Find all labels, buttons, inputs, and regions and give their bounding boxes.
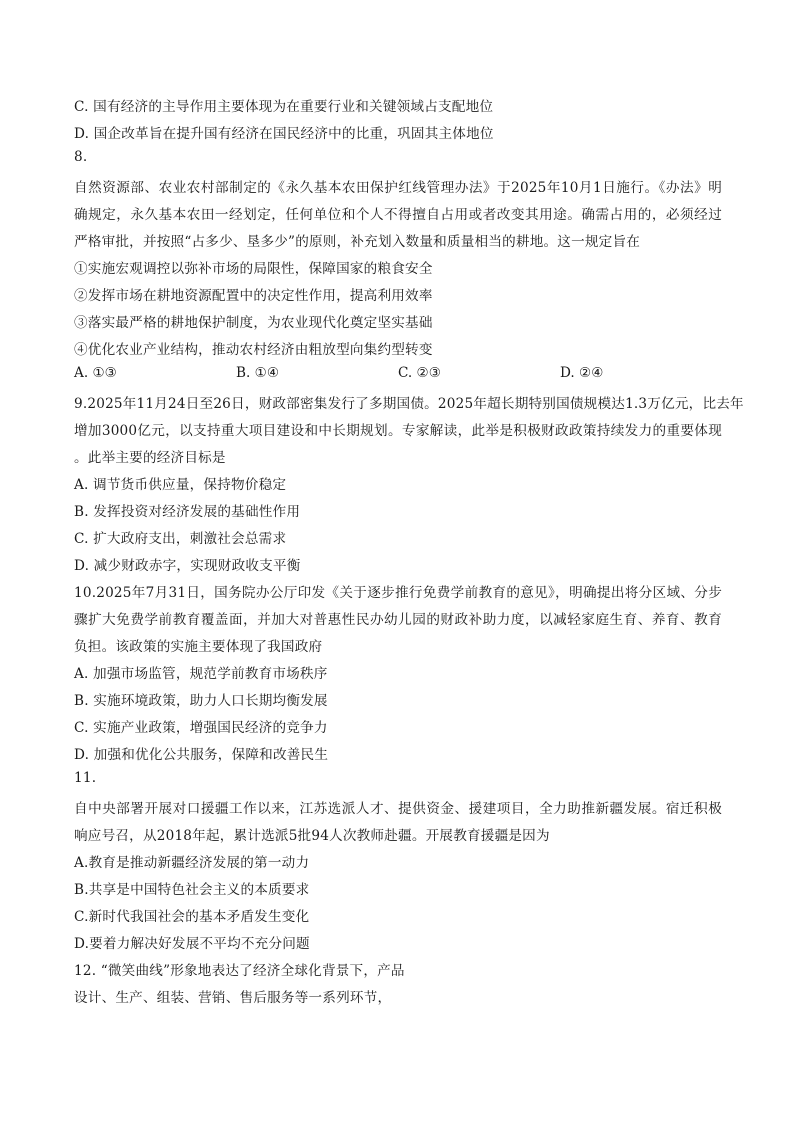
q8-option-d: D. ②④	[560, 365, 604, 381]
q9-stem-line-2: 增加3000亿元，以支持重大项目建设和中长期规划。专家解读，此举是积极财政政策持续发力的重要体现	[74, 423, 722, 439]
q9-stem-line-3: 。此举主要的经济目标是	[74, 450, 226, 466]
q7-option-c: C. 国有经济的主导作用主要体现为在重要行业和关键领域占支配地位	[74, 99, 494, 115]
q8-option-a: A. ①③	[74, 365, 117, 381]
q10-option-b: B. 实施环境政策，助力人口长期均衡发展	[74, 693, 328, 709]
q10-stem-line-2: 骤扩大免费学前教育覆盖面，并加大对普惠性民办幼儿园的财政补助力度，以减轻家庭生育、养育、教育	[74, 612, 722, 628]
q11-stem-line-1: 自中央部署开展对口援疆工作以来，江苏选派人才、提供资金、援建项目，全力助推新疆发展。宿迁积极	[74, 801, 722, 817]
q8-stem-line-1: 自然资源部、农业农村部制定的《永久基本农田保护红线管理办法》于2025年10月1日施行。《办法》明	[74, 180, 722, 196]
q7-option-d: D. 国企改革旨在提升国有经济在国民经济中的比重，巩固其主体地位	[74, 126, 494, 142]
q8-statement-1: ①实施宏观调控以弥补市场的局限性，保障国家的粮食安全	[74, 261, 433, 277]
q11-option-c: C.新时代我国社会的基本矛盾发生变化	[74, 909, 310, 925]
q12-stem-line-1: 12. “微笑曲线”形象地表达了经济全球化背景下，产品	[74, 963, 405, 979]
q11-number: 11.	[74, 770, 97, 786]
q8-statement-2: ②发挥市场在耕地资源配置中的决定性作用，提高利用效率	[74, 288, 433, 304]
q9-option-a: A. 调节货币供应量，保持物价稳定	[74, 477, 287, 493]
q11-option-a: A.教育是推动新疆经济发展的第一动力	[74, 855, 310, 871]
q9-option-d: D. 减少财政赤字，实现财政收支平衡	[74, 558, 301, 574]
q10-option-c: C. 实施产业政策，增强国民经济的竞争力	[74, 720, 328, 736]
q12-stem-line-2: 设计、生产、组装、营销、售后服务等一系列环节，	[74, 990, 392, 1006]
q10-option-d: D. 加强和优化公共服务，保障和改善民生	[74, 747, 329, 763]
q9-option-c: C. 扩大政府支出，刺激社会总需求	[74, 531, 287, 547]
q9-stem-line-1: 9.2025年11月24日至26日，财政部密集发行了多期国债。2025年超长期特别国债规模达1.3万亿元，比去年	[74, 396, 744, 412]
q11-option-b: B.共享是中国特色社会主义的本质要求	[74, 882, 310, 898]
q10-option-a: A. 加强市场监管，规范学前教育市场秩序	[74, 666, 328, 682]
q8-statement-3: ③落实最严格的耕地保护制度，为农业现代化奠定坚实基础	[74, 315, 433, 331]
q8-stem-line-3: 严格审批，并按照“占多少、垦多少”的原则，补充划入数量和质量相当的耕地。这一规定旨在	[74, 234, 641, 250]
q10-stem-line-3: 负担。该政策的实施主要体现了我国政府	[74, 639, 323, 655]
q8-option-c: C. ②③	[398, 365, 441, 381]
q10-stem-line-1: 10.2025年7月31日，国务院办公厅印发《关于逐步推行免费学前教育的意见》，明确提出将分区域、分步	[74, 585, 722, 601]
q8-stem-line-2: 确规定，永久基本农田一经划定，任何单位和个人不得擅自占用或者改变其用途。确需占用的，必须经过	[74, 207, 722, 223]
q9-option-b: B. 发挥投资对经济发展的基础性作用	[74, 504, 301, 520]
q11-option-d: D.要着力解决好发展不平均不充分问题	[74, 936, 310, 952]
q8-option-b: B. ①④	[236, 365, 280, 381]
q8-number: 8.	[74, 149, 88, 165]
q8-statement-4: ④优化农业产业结构，推动农村经济由粗放型向集约型转变	[74, 342, 433, 358]
q11-stem-line-2: 响应号召，从2018年起，累计选派5批94人次教师赴疆。开展教育援疆是因为	[74, 828, 550, 844]
